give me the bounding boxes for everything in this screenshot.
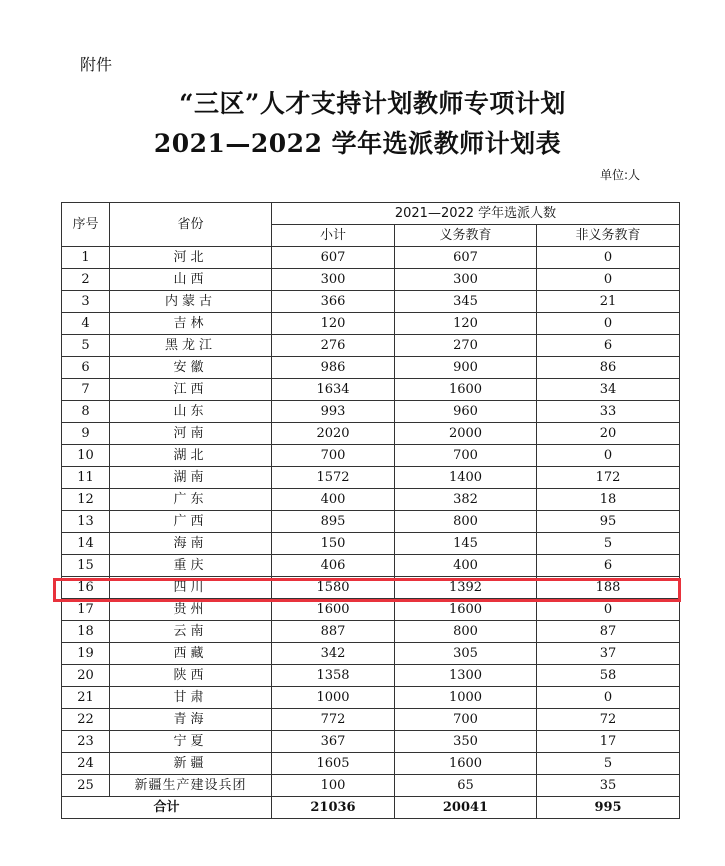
row-compulsory: 400 xyxy=(395,555,537,577)
row-no: 14 xyxy=(62,533,110,555)
row-subtotal: 120 xyxy=(272,313,395,335)
row-subtotal: 1000 xyxy=(272,687,395,709)
row-non-compulsory: 95 xyxy=(537,511,680,533)
row-subtotal: 1634 xyxy=(272,379,395,401)
row-compulsory: 1600 xyxy=(395,753,537,775)
row-compulsory: 1400 xyxy=(395,467,537,489)
row-subtotal: 1600 xyxy=(272,599,395,621)
table-row xyxy=(62,687,680,709)
row-non-compulsory: 0 xyxy=(537,269,680,291)
row-compulsory: 2000 xyxy=(395,423,537,445)
row-province: 吉林 xyxy=(110,313,272,335)
table-row xyxy=(62,709,680,731)
row-subtotal: 1572 xyxy=(272,467,395,489)
row-no: 11 xyxy=(62,467,110,489)
total-subtotal: 21036 xyxy=(272,797,395,819)
header-subtotal: 小计 xyxy=(272,225,395,247)
table-row xyxy=(62,511,680,533)
table-row xyxy=(62,467,680,489)
table-row xyxy=(62,489,680,511)
row-province: 海南 xyxy=(110,533,272,555)
table-row xyxy=(62,555,680,577)
row-no: 3 xyxy=(62,291,110,313)
row-subtotal: 887 xyxy=(272,621,395,643)
row-compulsory: 305 xyxy=(395,643,537,665)
row-compulsory: 270 xyxy=(395,335,537,357)
table-row xyxy=(62,599,680,621)
row-compulsory: 1300 xyxy=(395,665,537,687)
row-province: 江西 xyxy=(110,379,272,401)
row-subtotal: 700 xyxy=(272,445,395,467)
row-province: 重庆 xyxy=(110,555,272,577)
row-no: 22 xyxy=(62,709,110,731)
table-row xyxy=(62,577,680,599)
row-no: 25 xyxy=(62,775,110,797)
table-row xyxy=(62,335,680,357)
table-row xyxy=(62,731,680,753)
row-compulsory: 800 xyxy=(395,621,537,643)
table-row xyxy=(62,423,680,445)
row-non-compulsory: 87 xyxy=(537,621,680,643)
row-compulsory: 900 xyxy=(395,357,537,379)
header-non-compulsory: 非义务教育 xyxy=(537,225,680,247)
row-no: 15 xyxy=(62,555,110,577)
row-non-compulsory: 21 xyxy=(537,291,680,313)
row-province: 黑龙江 xyxy=(110,335,272,357)
table-row xyxy=(62,445,680,467)
row-province: 河北 xyxy=(110,247,272,269)
row-subtotal: 300 xyxy=(272,269,395,291)
total-row xyxy=(62,797,680,819)
row-compulsory: 800 xyxy=(395,511,537,533)
row-non-compulsory: 20 xyxy=(537,423,680,445)
row-no: 17 xyxy=(62,599,110,621)
row-non-compulsory: 0 xyxy=(537,599,680,621)
table-row xyxy=(62,247,680,269)
row-no: 5 xyxy=(62,335,110,357)
row-no: 21 xyxy=(62,687,110,709)
row-compulsory: 65 xyxy=(395,775,537,797)
row-no: 13 xyxy=(62,511,110,533)
total-compulsory: 20041 xyxy=(395,797,537,819)
header-province: 省份 xyxy=(110,203,272,247)
row-no: 1 xyxy=(62,247,110,269)
row-province: 广东 xyxy=(110,489,272,511)
row-province: 西藏 xyxy=(110,643,272,665)
row-no: 2 xyxy=(62,269,110,291)
row-compulsory: 960 xyxy=(395,401,537,423)
row-subtotal: 1358 xyxy=(272,665,395,687)
row-province: 四川 xyxy=(110,577,272,599)
table-row xyxy=(62,357,680,379)
row-non-compulsory: 86 xyxy=(537,357,680,379)
row-compulsory: 145 xyxy=(395,533,537,555)
total-label: 合计 xyxy=(62,797,272,819)
table-row xyxy=(62,775,680,797)
row-subtotal: 986 xyxy=(272,357,395,379)
row-province: 新疆生产建设兵团 xyxy=(110,775,272,797)
row-subtotal: 1580 xyxy=(272,577,395,599)
row-province: 内蒙古 xyxy=(110,291,272,313)
row-no: 19 xyxy=(62,643,110,665)
row-province: 山西 xyxy=(110,269,272,291)
row-no: 6 xyxy=(62,357,110,379)
row-subtotal: 406 xyxy=(272,555,395,577)
unit-label: 单位:人 xyxy=(600,168,641,182)
row-province: 湖北 xyxy=(110,445,272,467)
row-compulsory: 382 xyxy=(395,489,537,511)
row-non-compulsory: 18 xyxy=(537,489,680,511)
row-province: 青海 xyxy=(110,709,272,731)
row-compulsory: 700 xyxy=(395,709,537,731)
row-compulsory: 1392 xyxy=(395,577,537,599)
row-province: 云南 xyxy=(110,621,272,643)
row-compulsory: 700 xyxy=(395,445,537,467)
header-group: 2021—2022 学年选派人数 xyxy=(272,203,680,225)
row-no: 8 xyxy=(62,401,110,423)
row-compulsory: 607 xyxy=(395,247,537,269)
table-body xyxy=(62,247,680,797)
row-province: 甘肃 xyxy=(110,687,272,709)
row-non-compulsory: 33 xyxy=(537,401,680,423)
row-non-compulsory: 5 xyxy=(537,753,680,775)
row-subtotal: 2020 xyxy=(272,423,395,445)
row-subtotal: 366 xyxy=(272,291,395,313)
row-province: 河南 xyxy=(110,423,272,445)
row-subtotal: 1605 xyxy=(272,753,395,775)
table-row xyxy=(62,313,680,335)
row-compulsory: 345 xyxy=(395,291,537,313)
document-title-line-1: “三区”人才支持计划教师专项计划 xyxy=(179,89,566,118)
row-subtotal: 607 xyxy=(272,247,395,269)
table-row xyxy=(62,621,680,643)
row-non-compulsory: 0 xyxy=(537,247,680,269)
row-non-compulsory: 37 xyxy=(537,643,680,665)
row-non-compulsory: 0 xyxy=(537,687,680,709)
row-subtotal: 400 xyxy=(272,489,395,511)
row-non-compulsory: 0 xyxy=(537,445,680,467)
row-non-compulsory: 35 xyxy=(537,775,680,797)
row-non-compulsory: 6 xyxy=(537,555,680,577)
row-no: 9 xyxy=(62,423,110,445)
row-no: 7 xyxy=(62,379,110,401)
row-province: 宁夏 xyxy=(110,731,272,753)
row-no: 23 xyxy=(62,731,110,753)
row-non-compulsory: 172 xyxy=(537,467,680,489)
header-compulsory: 义务教育 xyxy=(395,225,537,247)
row-compulsory: 120 xyxy=(395,313,537,335)
row-compulsory: 1000 xyxy=(395,687,537,709)
row-non-compulsory: 5 xyxy=(537,533,680,555)
table-row xyxy=(62,379,680,401)
row-compulsory: 1600 xyxy=(395,379,537,401)
row-non-compulsory: 17 xyxy=(537,731,680,753)
row-no: 24 xyxy=(62,753,110,775)
table-row xyxy=(62,753,680,775)
row-province: 湖南 xyxy=(110,467,272,489)
table-row xyxy=(62,533,680,555)
total-non-compulsory: 995 xyxy=(537,797,680,819)
row-non-compulsory: 58 xyxy=(537,665,680,687)
row-subtotal: 993 xyxy=(272,401,395,423)
header-no: 序号 xyxy=(62,203,110,247)
row-subtotal: 895 xyxy=(272,511,395,533)
row-province: 贵州 xyxy=(110,599,272,621)
row-subtotal: 342 xyxy=(272,643,395,665)
document-title-line-2: 2021—2022 学年选派教师计划表 xyxy=(153,129,562,158)
row-no: 20 xyxy=(62,665,110,687)
row-compulsory: 300 xyxy=(395,269,537,291)
table-row xyxy=(62,291,680,313)
row-subtotal: 367 xyxy=(272,731,395,753)
row-province: 陕西 xyxy=(110,665,272,687)
row-non-compulsory: 34 xyxy=(537,379,680,401)
attachment-label: 附件 xyxy=(80,55,113,74)
row-non-compulsory: 6 xyxy=(537,335,680,357)
teacher-plan-table xyxy=(61,202,680,819)
row-province: 山东 xyxy=(110,401,272,423)
row-subtotal: 276 xyxy=(272,335,395,357)
table-row xyxy=(62,401,680,423)
row-no: 12 xyxy=(62,489,110,511)
row-non-compulsory: 72 xyxy=(537,709,680,731)
row-province: 新疆 xyxy=(110,753,272,775)
row-no: 4 xyxy=(62,313,110,335)
table-row xyxy=(62,269,680,291)
row-compulsory: 350 xyxy=(395,731,537,753)
row-subtotal: 100 xyxy=(272,775,395,797)
row-province: 安徽 xyxy=(110,357,272,379)
row-non-compulsory: 0 xyxy=(537,313,680,335)
row-subtotal: 772 xyxy=(272,709,395,731)
table-row xyxy=(62,643,680,665)
row-no: 18 xyxy=(62,621,110,643)
row-non-compulsory: 188 xyxy=(537,577,680,599)
row-subtotal: 150 xyxy=(272,533,395,555)
row-compulsory: 1600 xyxy=(395,599,537,621)
row-no: 16 xyxy=(62,577,110,599)
row-no: 10 xyxy=(62,445,110,467)
table-row xyxy=(62,665,680,687)
row-province: 广西 xyxy=(110,511,272,533)
